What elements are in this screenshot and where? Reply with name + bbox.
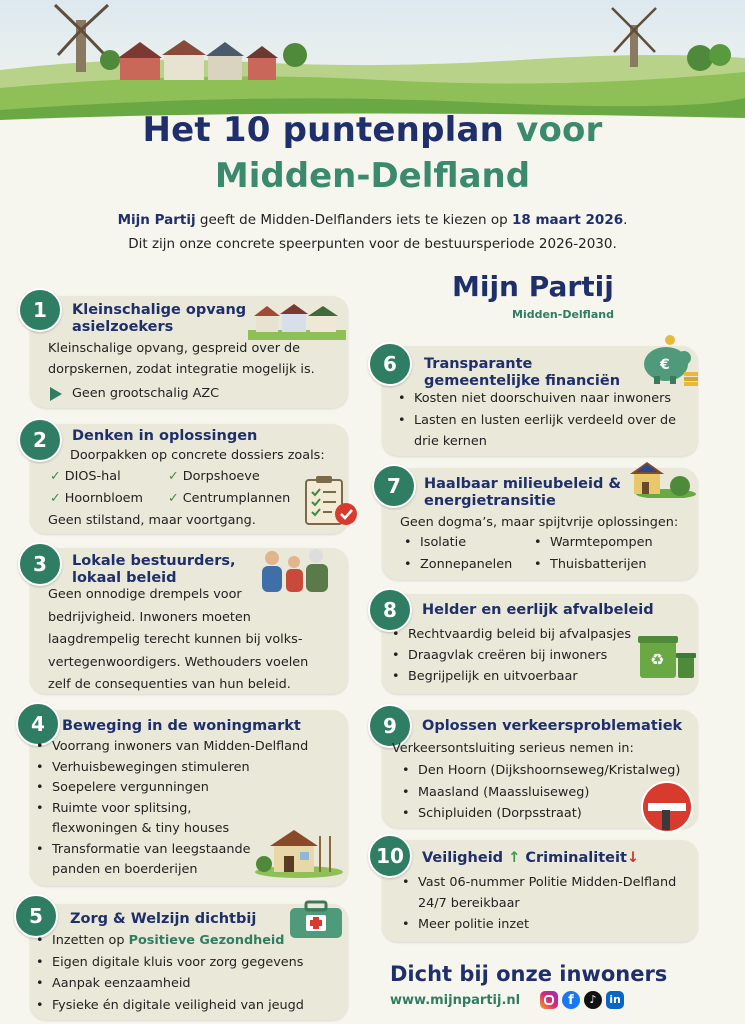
list-item: • Verhuisbewegingen stimuleren xyxy=(30,758,330,779)
list-item: • Schipluiden (Dorpsstraat) xyxy=(396,803,696,825)
point-number-1: 1 xyxy=(18,288,62,332)
point-number-5: 5 xyxy=(14,894,58,938)
check-label: DIOS-hal xyxy=(64,469,121,484)
point-title-1: Kleinschalige opvang asielzoekers xyxy=(72,302,247,335)
intro-line2: Dit zijn onze concrete speerpunten voor de bestuursperiode 2026-2030. xyxy=(128,236,617,252)
list-item: • Thuisbatterijen xyxy=(528,554,678,576)
check-icon: ✓ xyxy=(50,469,61,484)
point-number-9: 9 xyxy=(368,704,412,748)
check-item xyxy=(168,466,260,488)
point-title-4: Beweging in de woningmarkt xyxy=(62,718,301,734)
list-item: • Meer politie inzet xyxy=(396,914,686,935)
point-title-7: Haalbaar milieubeleid & energietransitie xyxy=(424,476,622,509)
check-item xyxy=(168,488,290,510)
list-item: • Vast 06-nummer Politie Midden-Delfland 24/7 bereikbaar xyxy=(396,872,686,914)
list-item: • Ruimte voor splitsing, flexwoningen & tiny houses xyxy=(30,799,272,840)
point-body-1: Kleinschalige opvang, gespreid over de dorpskernen, zodat integratie mogelijk is. xyxy=(48,341,315,377)
list-item xyxy=(30,930,330,952)
intro-party: Mijn Partij xyxy=(117,212,196,228)
title-part2: voor xyxy=(516,110,603,150)
list-item: • Lasten en lusten eerlijk verdeeld over de drie kernen xyxy=(392,410,687,453)
intro-end: . xyxy=(623,212,628,228)
piggy-bank-icon xyxy=(640,334,700,388)
list-item: • Fysieke én digitale veiligheid van jeugd xyxy=(30,995,330,1017)
point-number-8: 8 xyxy=(368,588,412,632)
check-icon: ✓ xyxy=(50,491,61,506)
point-list-6 xyxy=(392,388,687,453)
intro-mid: geeft de Midden-Delflanders iets te kiezen op xyxy=(199,212,508,228)
checklist-icon xyxy=(302,476,360,528)
party-logo: Mijn Partij xyxy=(452,270,614,303)
point-highlight-1 xyxy=(50,383,219,405)
list-item: • Warmtepompen xyxy=(528,532,678,554)
check-item xyxy=(50,466,121,488)
list-item: • Begrijpelijk en uitvoerbaar xyxy=(386,666,636,687)
check-icon: ✓ xyxy=(168,469,179,484)
intro-line1 xyxy=(0,212,745,228)
point-list-10 xyxy=(396,872,686,935)
no-entry-sign-icon xyxy=(640,780,694,834)
point-title-10 xyxy=(422,850,639,867)
facebook-icon[interactable]: f xyxy=(562,991,580,1009)
list-item: • Maasland (Maassluiseweg) xyxy=(396,782,696,804)
first-aid-kit-icon xyxy=(288,900,344,940)
list-item-pre: Inzetten op xyxy=(52,933,125,948)
recycling-bin-icon xyxy=(636,632,696,682)
point-title-3: Lokale bestuurders, lokaal beleid xyxy=(72,553,236,586)
play-icon xyxy=(50,387,62,401)
intro-date: 18 maart 2026 xyxy=(511,212,624,228)
point-intro-9: Verkeersontsluiting serieus nemen in: xyxy=(392,741,634,756)
point-outro-2: Geen stilstand, maar voortgang. xyxy=(48,513,256,528)
house-solar-panels-icon xyxy=(626,458,696,498)
footer-slogan: Dicht bij onze inwoners xyxy=(390,962,668,986)
house-construction-icon xyxy=(254,828,344,878)
svg-text:♻: ♻ xyxy=(650,650,665,669)
point-list-7b xyxy=(528,532,678,576)
point-title-8: Helder en eerlijk afvalbeleid xyxy=(422,602,654,618)
point-intro-7: Geen dogma’s, maar spijtvrije oplossingen: xyxy=(400,515,679,530)
point-number-2: 2 xyxy=(18,418,62,462)
tiktok-icon[interactable]: ♪ xyxy=(584,991,602,1009)
title-part-b: Criminaliteit xyxy=(525,850,627,866)
check-label: Centrumplannen xyxy=(182,491,291,506)
point-list-7a xyxy=(398,532,548,576)
point-title-6: Transparante gemeentelijke financiën xyxy=(424,356,621,389)
list-item: • Isolatie xyxy=(398,532,548,554)
instagram-icon[interactable] xyxy=(540,991,558,1009)
list-item: • Den Hoorn (Dijkshoornseweg/Kristalweg) xyxy=(396,760,696,782)
check-icon: ✓ xyxy=(168,491,179,506)
arrow-down-icon: ↓ xyxy=(626,850,640,866)
check-label: Hoornbloem xyxy=(64,491,144,506)
point-number-7: 7 xyxy=(372,464,416,508)
linkedin-icon[interactable]: in xyxy=(606,991,624,1009)
point-list-5 xyxy=(30,930,330,1016)
point-title-5: Zorg & Welzijn dichtbij xyxy=(70,911,257,927)
check-item xyxy=(50,488,143,510)
list-item: • Eigen digitale kluis voor zorg gegevens xyxy=(30,952,330,974)
check-label: Dorpshoeve xyxy=(182,469,260,484)
website-link[interactable]: www.mijnpartij.nl xyxy=(390,993,521,1008)
list-item: • Draagvlak creëren bij inwoners xyxy=(386,645,636,666)
point-list-8 xyxy=(386,624,636,687)
list-item: • Zonnepanelen xyxy=(398,554,548,576)
list-item: • Aanpak eenzaamheid xyxy=(30,973,330,995)
point-number-10: 10 xyxy=(368,834,412,878)
point-body-3: Geen onnodige drempels voor bedrijvigheid. Inwoners moeten laagdrempelig terecht kunnen bij volks-vertegenwoordigers. Wethouders voelen zelf de consequenties van hun beleid. xyxy=(48,587,309,692)
party-logo-sub: Midden-Delfland xyxy=(512,308,614,321)
list-item: • Kosten niet doorschuiven naar inwoners xyxy=(392,388,687,410)
svg-text:€: € xyxy=(660,357,670,373)
list-item: • Rechtvaardig beleid bij afvalpasjes xyxy=(386,624,636,645)
point-number-6: 6 xyxy=(368,342,412,386)
highlight-text-1: Geen grootschalig AZC xyxy=(72,386,220,401)
point-number-4: 4 xyxy=(16,702,60,746)
arrow-up-icon: ↑ xyxy=(508,850,521,866)
list-item: • Transformatie van leegstaande panden en boerderijen xyxy=(30,840,267,881)
point-number-3: 3 xyxy=(18,542,62,586)
houses-icon xyxy=(248,300,346,340)
list-item: • Voorrang inwoners van Midden-Delfland xyxy=(30,737,330,758)
point-title-9: Oplossen verkeersproblematiek xyxy=(422,718,683,734)
title-part-a: Veiligheid xyxy=(422,850,504,866)
point-title-2: Denken in oplossingen xyxy=(72,428,258,444)
list-item: • Soepelere vergunningen xyxy=(30,778,330,799)
point-intro-2: Doorpakken op concrete dossiers zoals: xyxy=(70,448,325,463)
title-part1: Het 10 puntenplan xyxy=(142,110,505,150)
page-title-line1 xyxy=(0,110,745,150)
page-title-line2: Midden-Delfland xyxy=(214,156,531,196)
list-item-bold: Positieve Gezondheid xyxy=(128,933,285,948)
